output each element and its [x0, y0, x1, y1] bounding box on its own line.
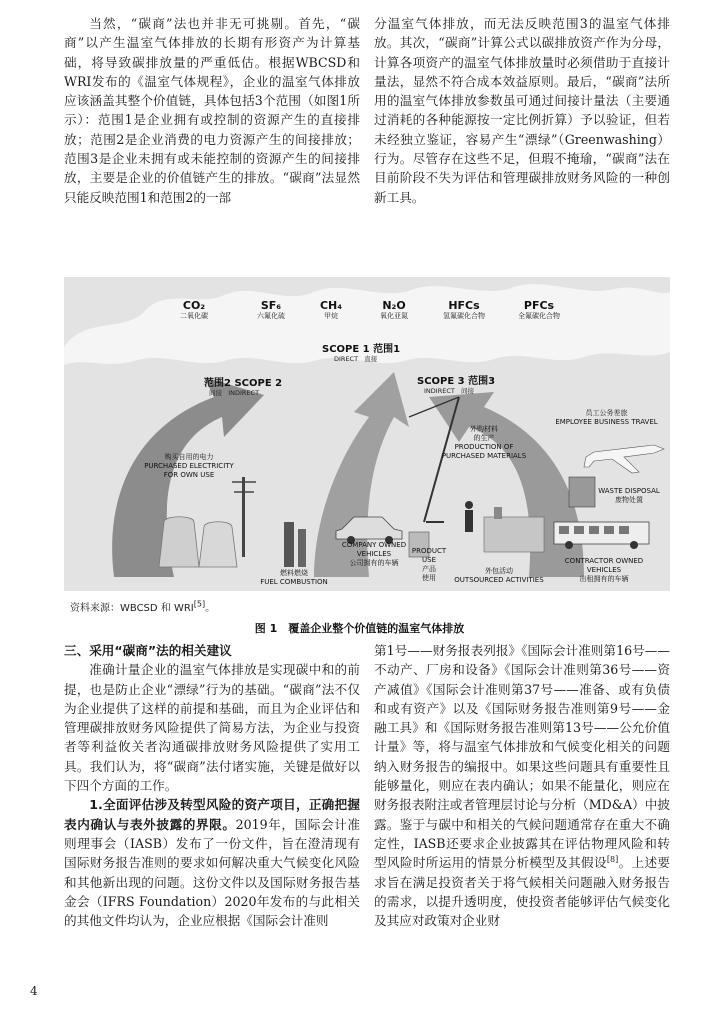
- scope1-title: SCOPE 1 范围1: [322, 344, 401, 355]
- label-product-use: PRODUCT USE 产品 使用: [411, 547, 447, 582]
- figure-caption: 图 1 覆盖企业整个价值链的温室气体排放: [254, 622, 465, 635]
- gas-co2: CO₂ 二氧化碳: [180, 299, 208, 320]
- label-outsourced-activities: 外包活动 OUTSOURCED ACTIVITIES: [454, 567, 544, 584]
- label-contractor-vehicles: CONTRACTOR OWNED VEHICLES 出租拥有的车辆: [564, 557, 644, 583]
- paragraph: 第1号——财务报表列报》《国际会计准则第16号——不动产、厂房和设备》《国际会计准则第36号——资产减值》《国际会计准则第37号——准备、或有负债和或有资产》以及《国际财务报告准则第9号——金融工具》和《国际财务报告准则第13号——公允价值计量》等，将与温室气体排放和气候变化相关的问题纳入财务报告的编报中。如果这些问题具有重要性且能够量化，则应在表内确认；如果不能量化，则应在财务报表附注或者管理层讨论与分析（MD&A）中披露。鉴于与碳中和相关的气候问题通常存在重大不确定性，IASB还要求企业披露其在评估物理风险和转型风险时所运用的情景分析模型及其假设[8]。上述要求旨在满足投资者关于将气候相关问题融入财务报告的需求，以提升透明度，使投资者能够评估气候变化及其应对政策对企业财: [374, 643, 671, 929]
- figure-source: 资料来源：WBCSD 和 WRI[5]。: [70, 599, 216, 614]
- label-purchased-electricity: 购买自用的电力 PURCHASED ELECTRICITY FOR OWN USE: [144, 453, 234, 479]
- label-employee-travel: 员工公务差旅 EMPLOYEE BUSINESS TRAVEL: [555, 409, 658, 426]
- airplane-icon: [584, 445, 664, 473]
- label-purchased-materials: 外购材料 的生产 PRODUCTION OF PURCHASED MATERIALS: [441, 425, 527, 460]
- gas-ch4: CH₄ 甲烷: [319, 299, 343, 320]
- scope3-sub: INDIRECT 间接: [424, 387, 475, 395]
- gas-pfcs: PFCs 全氟碳化合物: [518, 299, 560, 320]
- gas-sf6: SF₆ 六氟化硫: [257, 299, 285, 320]
- paragraph: 1.全面评估涉及转型风险的资产项目，正确把握表内确认与表外披露的界限。2019年，国际会计准则理事会（IASB）发布了一份文件，旨在澄清现有国际财务报告准则的要求如何解决重大气候变化风险和其他新出现的问题。这份文件以及国际财务报告基金会（IFRS Foundation）2020年发布的与此相关的其他文件均认为，企业应根据《国际会计准则: [64, 797, 360, 929]
- scope2-title: 范围2 SCOPE 2: [204, 378, 283, 389]
- worker-figure: [465, 501, 473, 509]
- power-line-pole: [242, 477, 245, 557]
- section-heading: 三、采用“碳商”法的相关建议: [64, 643, 232, 658]
- waste-bin-icon: [569, 477, 595, 507]
- cooling-tower: [199, 522, 237, 567]
- body-text-column: [64, 14, 360, 207]
- body-text-column: [64, 641, 360, 930]
- page-number: 4: [30, 984, 38, 998]
- gas-hfcs: HFCs 氢氟碳化合物: [443, 299, 485, 320]
- body-text-column: [374, 641, 670, 930]
- scope3-title: SCOPE 3 范围3: [417, 376, 496, 387]
- scope2-sub: 间接 INDIRECT: [209, 389, 260, 397]
- smoke-stack: [284, 522, 294, 567]
- paragraph: 准确计量企业的温室气体排放是实现碳中和的前提，也是防止企业“漂绿”行为的基础。“碳商”法不仅为企业提供了这样的前提和基础，而且为企业评估和管理碳排放财务风险提供了简易方法，为企业与投资者等利益攸关者沟通碳排放财务风险提供了实用工具。我们认为，将“碳商”法付诸实施，关键是做好以下四个方面的工作。: [64, 662, 360, 794]
- label-fuel-combustion: 燃料燃烧 FUEL COMBUSTION: [260, 569, 328, 586]
- label-company-vehicles: COMPANY OWNED VEHICLES 公司拥有的车辆: [341, 541, 407, 567]
- factory: [484, 517, 544, 552]
- ghg-scope-figure: [64, 277, 670, 591]
- cooling-tower: [159, 517, 199, 567]
- label-waste-disposal: WASTE DISPOSAL 废物处置: [598, 487, 660, 504]
- gas-n2o: N₂O 氧化亚氮: [380, 299, 408, 320]
- paragraph: 分温室气体排放，而无法反映范围3的温室气体排放。其次，“碳商”计算公式以碳排放资产作为分母，计算各项资产的温室气体排放量时必须借助于直接计量法，显然不符合成本效益原则。最后，“碳商”法所用的温室气体排放参数虽可通过间接计量法（主要通过消耗的各种能源按一定比例折算）予以验证，但若未经独立鉴证，容易产生“漂绿”（Greenwashing）行为。尽管存在这些不足，但瑕不掩瑜，“碳商”法在目前阶段不失为评估和管理碳排放财务风险的一种创新工具。: [374, 16, 670, 205]
- smoke-stack: [298, 529, 306, 567]
- body-text-column: [374, 14, 670, 207]
- scope1-sub: DIRECT 直接: [334, 355, 378, 363]
- paragraph: 当然，“碳商”法也并非无可挑剔。首先，“碳商”以产生温室气体排放的长期有形资产为计算基础，将导致碳排放量的严重低估。根据WBCSD和WRI发布的《温室气体规程》，企业的温室气体排放应该涵盖其整个价值链，具体包括3个范围（如图1所示）：范围1是企业拥有或控制的资源产生的直接排放；范围2是企业消费的电力资源产生的间接排放；范围3是企业未拥有或未能控制的资源产生的间接排放，主要是企业的价值链产生的排放。“碳商”法显然只能反映范围1和范围2的一部: [64, 16, 360, 205]
